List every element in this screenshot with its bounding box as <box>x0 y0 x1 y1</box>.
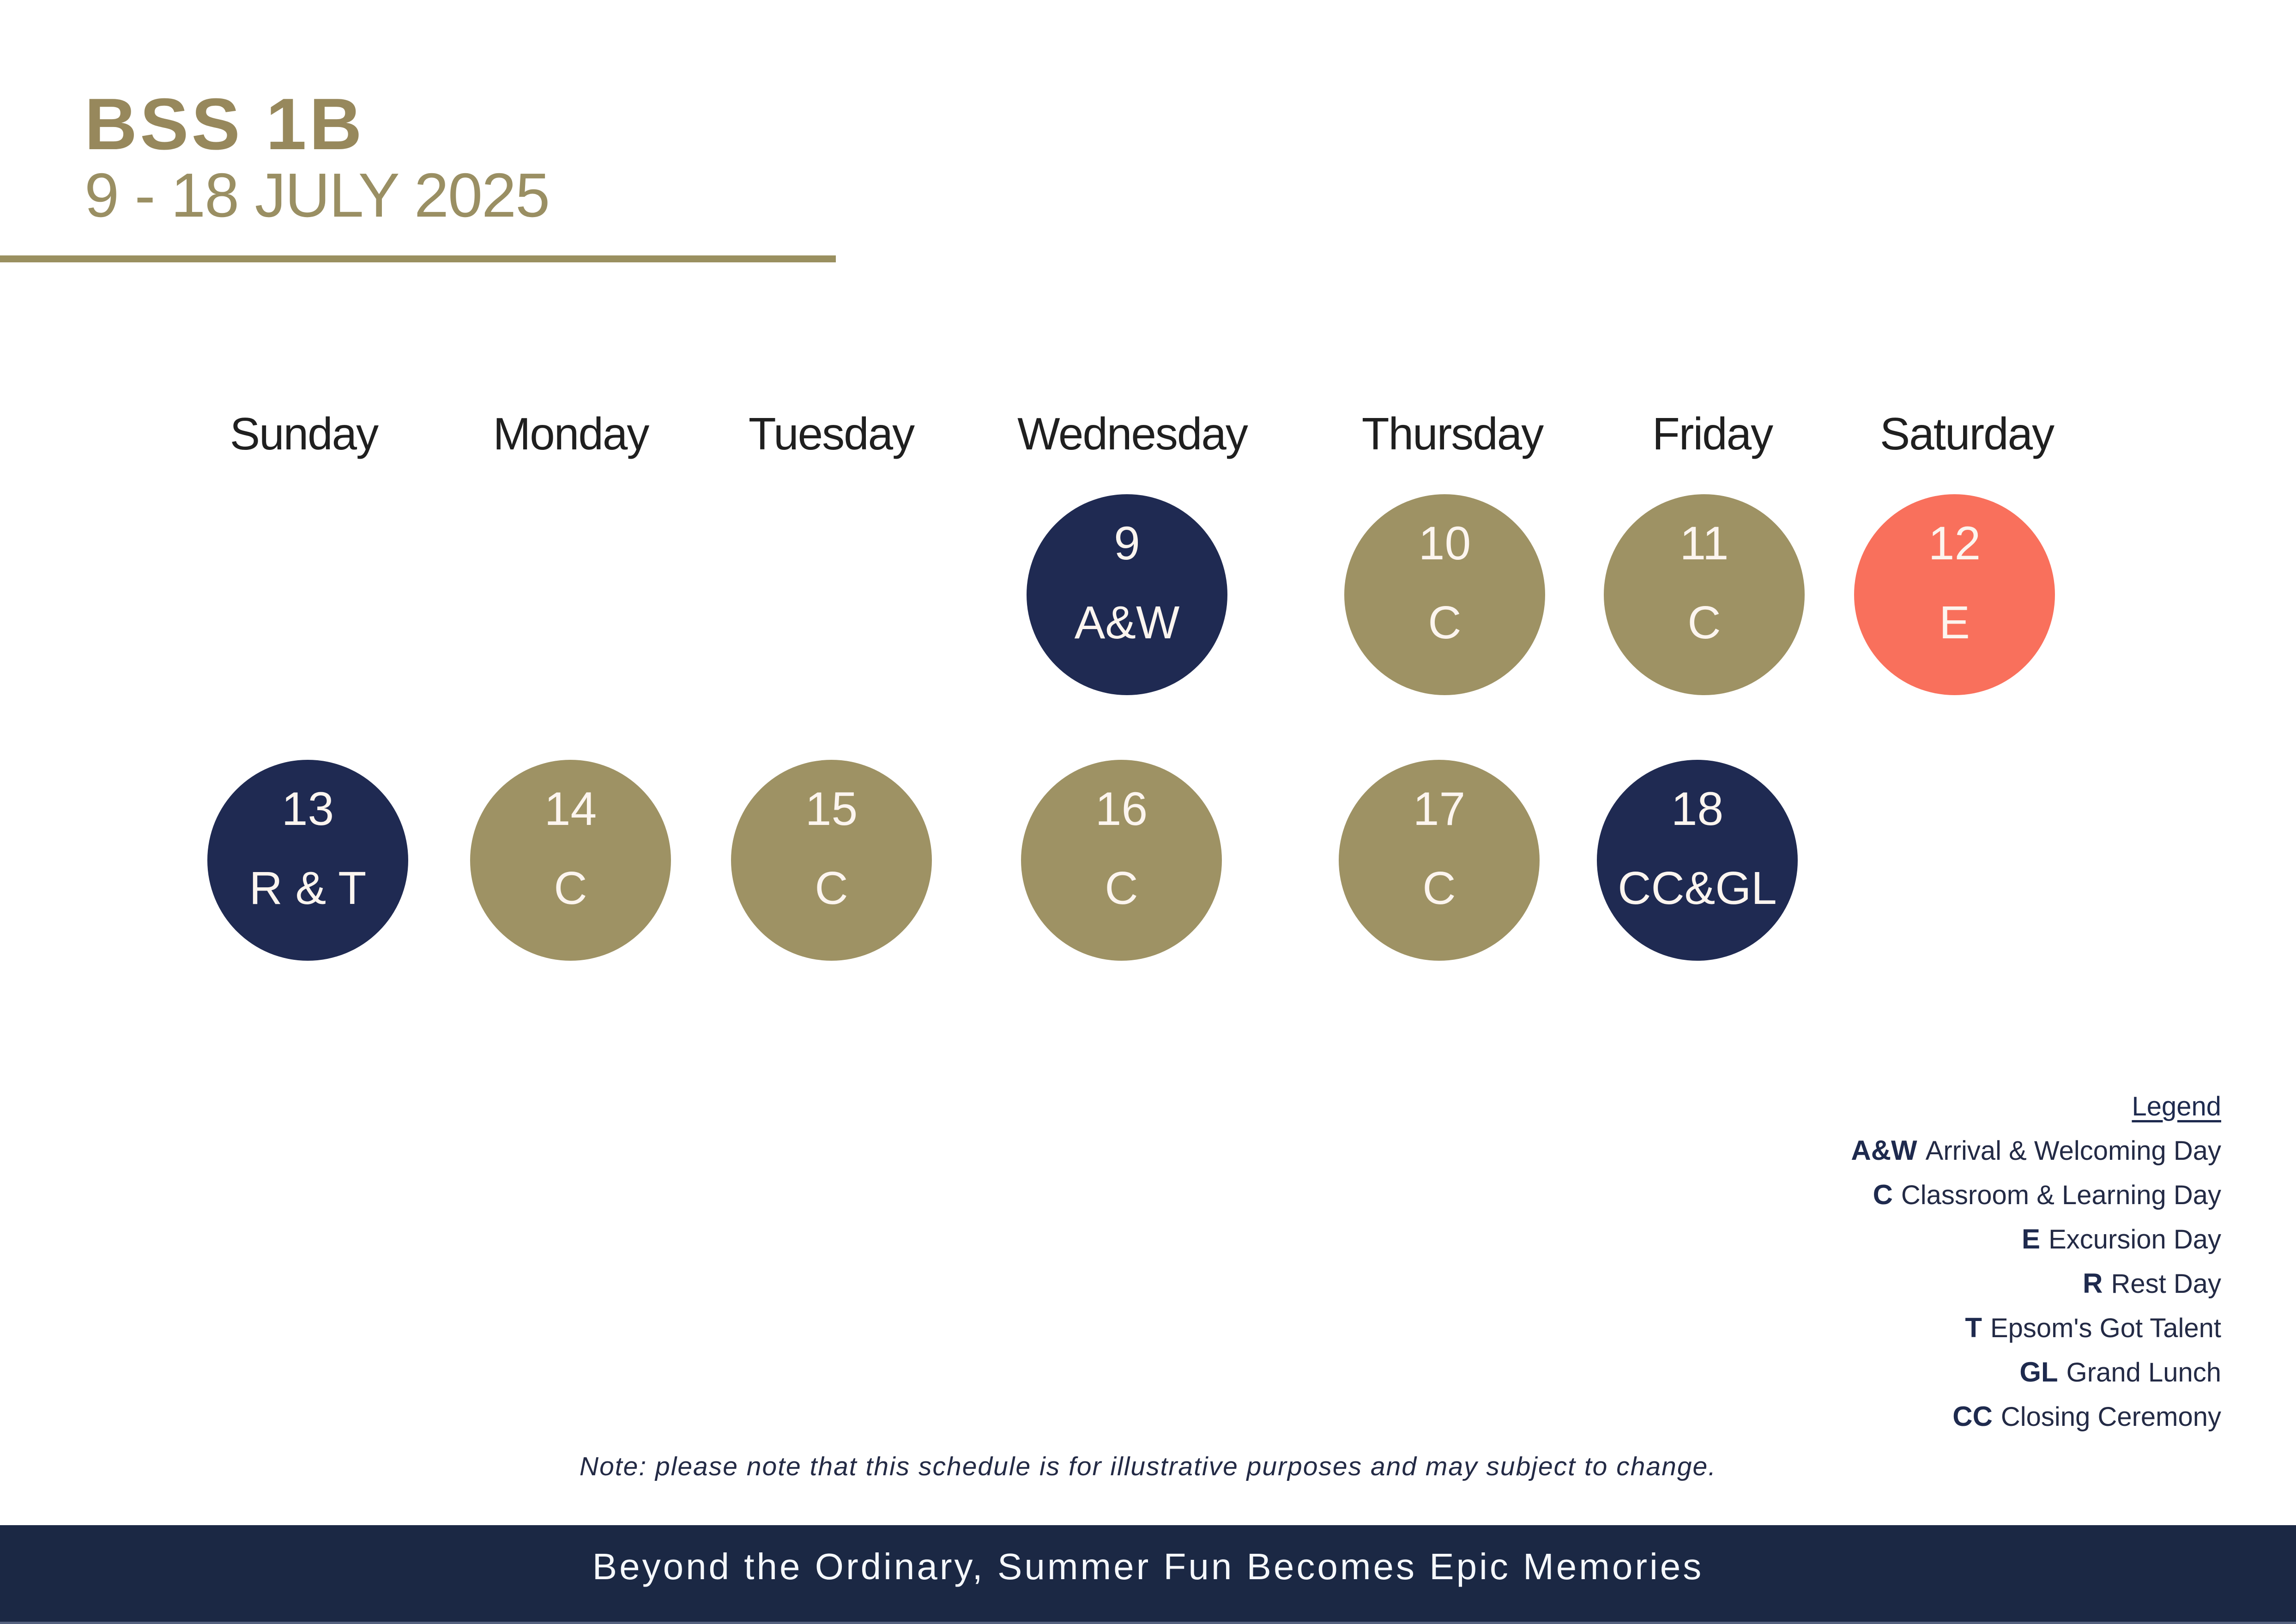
legend-item-classroom <box>1851 1173 2221 1217</box>
day-number: 14 <box>544 782 597 835</box>
day-number: 9 <box>1114 517 1140 570</box>
legend-title: Legend <box>2132 1091 2221 1121</box>
day-label: C <box>815 862 848 914</box>
day-label: C <box>554 862 587 914</box>
legend-item-excursion <box>1851 1217 2221 1261</box>
day-label: R & T <box>249 862 367 914</box>
day-circle-15 <box>731 760 932 961</box>
day-label: A&W <box>1074 597 1180 648</box>
weekday-header-sunday: Sunday <box>230 408 378 459</box>
day-circle-18 <box>1597 760 1798 961</box>
day-circle-12 <box>1854 494 2055 695</box>
day-number: 17 <box>1413 782 1466 835</box>
legend-abbr: T <box>1965 1312 1982 1343</box>
legend-abbr: GL <box>2019 1357 2058 1388</box>
banner-text: Beyond the Ordinary, Summer Fun Becomes Epic Memories <box>592 1546 1704 1587</box>
legend-item-grand-lunch <box>1851 1350 2221 1394</box>
weekday-header-tuesday: Tuesday <box>748 408 914 459</box>
day-number: 10 <box>1418 517 1471 570</box>
weekday-header-friday: Friday <box>1652 408 1773 459</box>
day-label: C <box>1105 862 1138 914</box>
legend-label: Closing Ceremony <box>2000 1402 2221 1432</box>
day-number: 15 <box>805 782 858 835</box>
legend-label: Grand Lunch <box>2066 1357 2221 1388</box>
day-number: 11 <box>1680 517 1729 570</box>
note-text: Note: please note that this schedule is for illustrative purposes and may subject to change. <box>579 1452 1717 1481</box>
day-number: 12 <box>1928 517 1981 570</box>
bottom-edge-line <box>0 1622 2296 1624</box>
legend-label: Rest Day <box>2111 1269 2221 1299</box>
legend-label: Arrival & Welcoming Day <box>1925 1136 2221 1166</box>
legend-item-closing <box>1851 1394 2221 1439</box>
weekday-header-thursday: Thursday <box>1361 408 1543 459</box>
day-label: C <box>1422 862 1456 914</box>
day-label: C <box>1428 597 1462 648</box>
page-title: BSS 1B <box>85 84 365 165</box>
footer-banner <box>0 1525 2296 1624</box>
legend-item-arrival <box>1851 1128 2221 1173</box>
day-number: 16 <box>1095 782 1148 835</box>
day-label: CC&GL <box>1618 862 1777 914</box>
day-number: 18 <box>1671 782 1724 835</box>
legend-abbr: E <box>2022 1224 2041 1254</box>
day-circle-10 <box>1344 494 1545 695</box>
legend-label: Excursion Day <box>2048 1224 2221 1254</box>
page-date-range: 9 - 18 JULY 2025 <box>85 160 550 230</box>
legend-item-talent <box>1851 1306 2221 1350</box>
day-number: 13 <box>281 782 334 835</box>
day-circle-11 <box>1604 494 1805 695</box>
day-circle-9 <box>1027 494 1227 695</box>
day-circle-13 <box>207 760 408 961</box>
legend-label: Epsom's Got Talent <box>1990 1313 2221 1343</box>
legend-item-rest <box>1851 1261 2221 1306</box>
legend-label: Classroom & Learning Day <box>1901 1180 2221 1210</box>
day-circle-17 <box>1339 760 1540 961</box>
day-label: C <box>1687 597 1721 648</box>
day-label: E <box>1939 597 1970 648</box>
day-circle-14 <box>470 760 671 961</box>
weekday-header-wednesday: Wednesday <box>1017 408 1247 459</box>
weekday-header-monday: Monday <box>493 408 649 459</box>
legend-abbr: A&W <box>1851 1135 1917 1166</box>
legend <box>1851 1085 2221 1439</box>
legend-abbr: C <box>1873 1179 1893 1210</box>
legend-abbr: R <box>2083 1268 2103 1299</box>
weekday-header-saturday: Saturday <box>1879 408 2054 459</box>
gold-divider-rule <box>0 255 836 262</box>
legend-abbr: CC <box>1952 1401 1993 1432</box>
day-circle-16 <box>1021 760 1222 961</box>
